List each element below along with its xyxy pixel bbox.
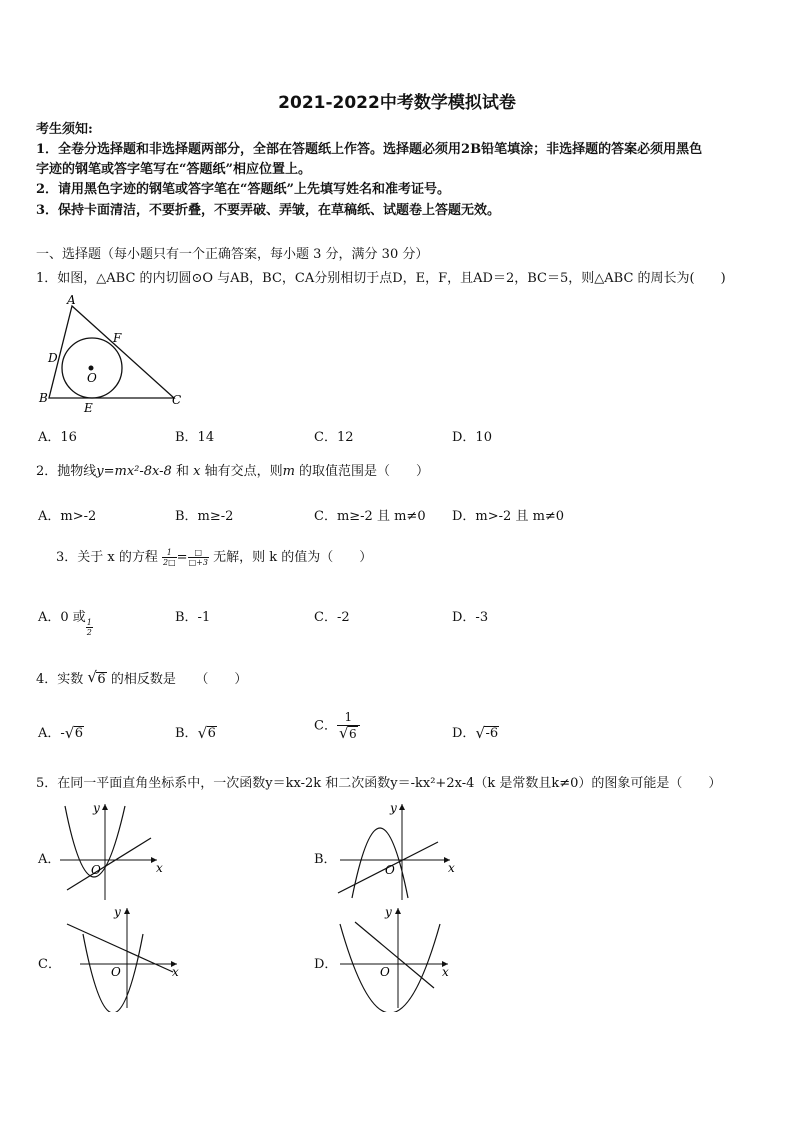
q4-sqrt-6: √ 6 (87, 668, 106, 687)
q1-option-c: C．12 (314, 430, 354, 445)
q4-option-d: D． √ -6 (452, 724, 499, 742)
line (67, 838, 151, 890)
svg-text:y: y (93, 801, 100, 815)
q5-option-d-label: D． (314, 957, 338, 972)
q2-mid: 和 (171, 464, 194, 479)
svg-text:y: y (114, 905, 121, 919)
graph-d (330, 902, 460, 1012)
svg-text:x: x (156, 861, 163, 875)
question-4-text: 4．实数 √ 6 的相反数是 （ ） (36, 670, 247, 690)
label-c: C (172, 393, 182, 407)
q1-option-b: B．14 (175, 430, 215, 445)
parabola (352, 828, 408, 898)
label-d: D (48, 351, 58, 365)
q3-rhs-fraction: $\frac{□}{□+3}$ (188, 548, 208, 567)
notice-item-1: 1．全卷分选择题和非选择题两部分，全部在答题纸上作答。选择题必须用2B铅笔填涂；非选择题的答案必须用黑色 (36, 142, 703, 157)
q3-option-a: A．0 或 $\frac{1}{2}$ (38, 610, 92, 637)
question-5-text: 5．在同一平面直角坐标系中，一次函数y＝kx-2k 和二次函数y＝-kx²+2x-4（k 是常数且k≠0）的图象可能是（ ） (36, 776, 722, 791)
q2-post: 轴有交点，则 (200, 464, 283, 479)
q3-option-d: D．-3 (452, 610, 489, 625)
y-arrow-icon (395, 908, 401, 914)
q2-tail: 的取值范围是（ ） (294, 464, 430, 479)
svg-text:x: x (442, 965, 449, 979)
triangle-incircle-figure (34, 294, 184, 414)
triangle-abc (49, 306, 174, 398)
q3-option-c: C．-2 (314, 610, 350, 625)
q3-pre: 3．关于 x 的方程 (56, 550, 158, 565)
q4-option-c: C． 1 √ 6 (314, 710, 360, 742)
notice-heading: 考生须知: (36, 122, 93, 137)
q2-option-c: C．m≥-2 且 m≠0 (314, 509, 426, 524)
label-e: E (84, 401, 93, 414)
svg-text:y: y (385, 905, 392, 919)
svg-text:O: O (385, 863, 395, 877)
label-o: O (87, 371, 97, 385)
q3-post: 无解，则 k 的值为（ ） (213, 550, 373, 565)
notice-item-2: 2．请用黑色字迹的钢笔或答字笔在“答题纸”上先填写姓名和准考证号。 (36, 182, 451, 197)
q3-option-b: B．-1 (175, 610, 211, 625)
graph-b (330, 798, 460, 903)
q5-option-a-label: A． (38, 852, 61, 867)
notice-item-1-cont: 字迹的钢笔或答字笔写在“答题纸”相应位置上。 (36, 162, 311, 177)
q2-option-d: D．m>-2 且 m≠0 (452, 509, 565, 524)
label-b: B (39, 391, 48, 405)
q2-option-b: B．m≥-2 (175, 509, 234, 524)
section-heading: 一、选择题（每小题只有一个正确答案，每小题 3 分，满分 30 分） (36, 247, 429, 262)
svg-text:O: O (380, 965, 390, 979)
q1-option-d: D．10 (452, 430, 492, 445)
q3-option-a-fraction: $\frac{1}{2}$ (86, 618, 92, 637)
line (355, 922, 434, 988)
q4-option-a: A．- √ 6 (38, 724, 84, 742)
svg-text:y: y (390, 801, 397, 815)
q4-option-b: B． √ 6 (175, 724, 216, 742)
q3-lhs-fraction: $\frac{1}{2□}$ (163, 548, 176, 567)
q2-expr: y=mx²-8x-8 (96, 464, 172, 479)
q2-pre: 2．抛物线 (36, 464, 97, 479)
graph-a (55, 798, 165, 903)
q4-option-c-fraction: 1 √ 6 (337, 710, 360, 742)
label-f: F (113, 331, 122, 345)
q5-option-c-label: C． (38, 957, 61, 972)
q5-option-b-label: B． (314, 852, 337, 867)
label-a: A (67, 294, 76, 307)
question-2-text (36, 462, 429, 482)
notice-item-3: 3．保持卡面清洁，不要折叠，不要弄破、弄皱，在草稿纸、试题卷上答题无效。 (36, 203, 501, 218)
q2-m: m (282, 464, 295, 479)
center-point-o (89, 366, 94, 371)
q1-option-a: A．16 (38, 430, 77, 445)
page-title: 2021-2022中考数学模拟试卷 (278, 93, 516, 113)
q3-eq: = (176, 550, 188, 565)
svg-text:x: x (172, 965, 179, 979)
graph-c (55, 902, 185, 1012)
svg-text:x: x (448, 861, 455, 875)
question-1-text: 1．如图，△ABC 的内切圆⊙O 与AB，BC，CA分别相切于点D，E，F，且AD＝2，BC＝5，则△ABC 的周长为( ) (36, 271, 726, 286)
y-arrow-icon (399, 804, 405, 810)
parabola (340, 924, 440, 1012)
y-arrow-icon (102, 804, 108, 810)
y-arrow-icon (124, 908, 130, 914)
question-3-text (56, 548, 372, 568)
svg-text:O: O (91, 863, 101, 877)
q2-x: x (193, 464, 201, 479)
svg-text:O: O (111, 965, 121, 979)
q2-option-a: A．m>-2 (38, 509, 97, 524)
